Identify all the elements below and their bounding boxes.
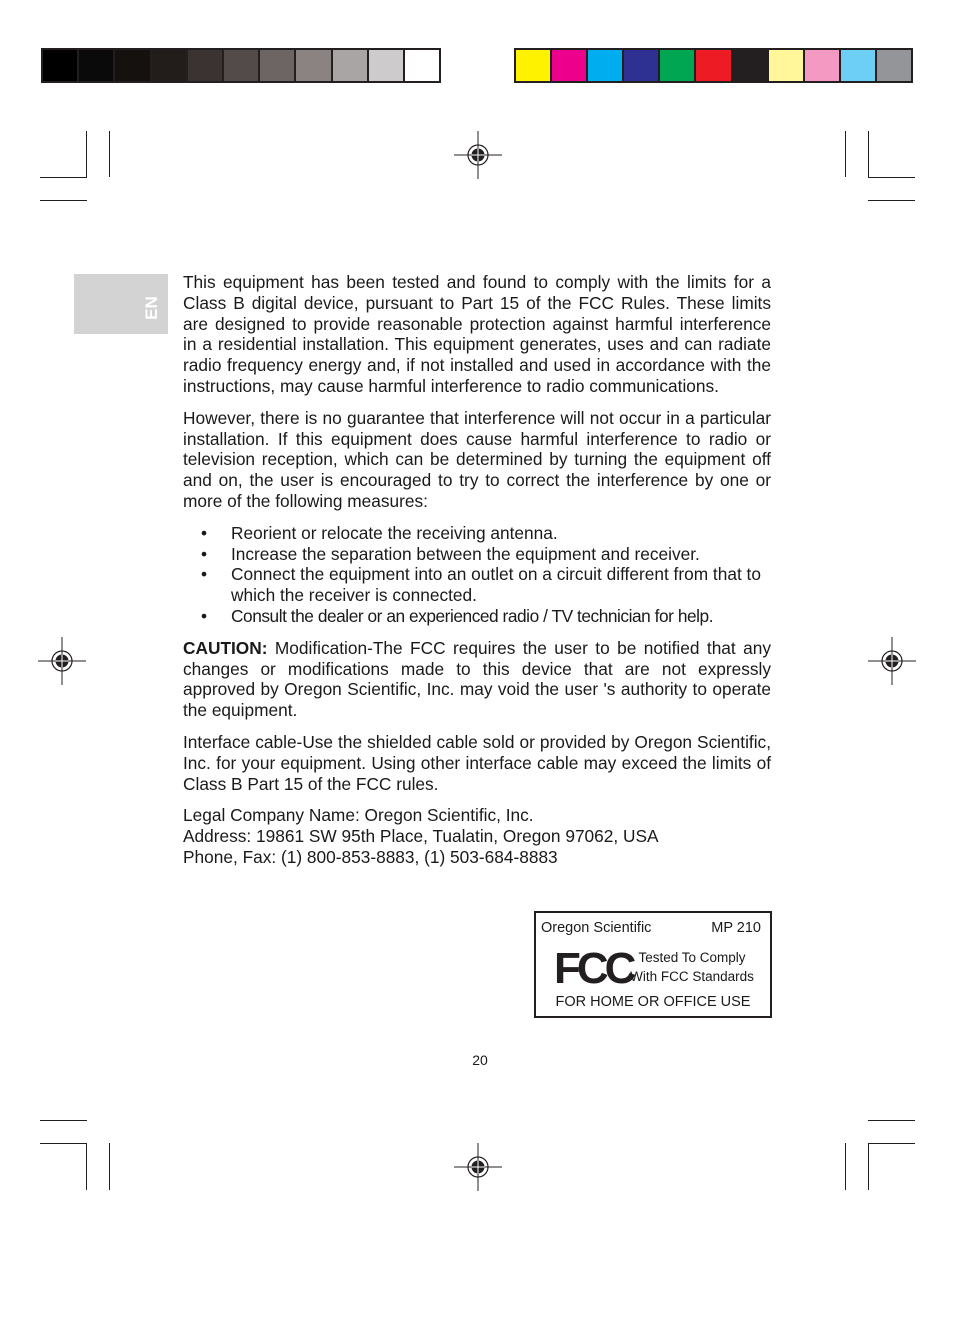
color-swatch — [624, 50, 660, 81]
color-swatch — [805, 50, 841, 81]
color-swatch — [733, 50, 769, 81]
fcc-label-brand: Oregon Scientific — [541, 920, 652, 936]
registration-mark-icon — [454, 1143, 502, 1191]
document-body — [183, 272, 771, 868]
list-item: • Reorient or relocate the receiving antenna. — [201, 522, 558, 543]
guarantee-paragraph: However, there is no guarantee that interference will not occur in a particular installation. If this equipment does cause harmful interference to radio or television reception, which can be determined by turning the equipment off and on, the user is encouraged to try to correct the interference by one or more of the following measures: — [183, 407, 771, 511]
company-address: Address: 19861 SW 95th Place, Tualatin, Oregon 97062, USA — [183, 826, 659, 847]
crop-mark — [40, 1120, 87, 1121]
color-swatch — [188, 50, 224, 81]
color-swatch — [115, 50, 151, 81]
color-swatch — [588, 50, 624, 81]
fcc-label-tested: Tested To Comply With FCC Standards — [630, 950, 754, 984]
list-item: • Connect the equipment into an outlet on a circuit different from that to which the receiver is connected. — [201, 564, 761, 606]
crop-mark — [868, 177, 915, 178]
bullet-icon: • — [201, 605, 207, 626]
company-info — [183, 805, 771, 867]
bullet-icon: • — [201, 543, 208, 564]
company-phone-fax: Phone, Fax: (1) 800-853-8883, (1) 503-684-8883 — [183, 846, 558, 867]
crop-mark — [40, 1143, 87, 1144]
color-swatch — [79, 50, 115, 81]
interface-cable-paragraph: Interface cable-Use the shielded cable sold or provided by Oregon Scientific, Inc. for your equipment. Using other interface cable may exceed the limits of Class B Part 15 of the FCC rules. — [183, 731, 771, 794]
fcc-label-model: MP 210 — [711, 920, 761, 936]
color-swatch — [369, 50, 405, 81]
svg-text:FCC: FCC — [554, 944, 633, 993]
color-swatch — [43, 50, 79, 81]
color-swatch — [841, 50, 877, 81]
crop-mark — [86, 131, 87, 177]
color-swatch — [152, 50, 188, 81]
fcc-logo-icon — [554, 943, 633, 993]
measures-list — [183, 523, 771, 627]
crop-mark — [845, 1143, 846, 1190]
registration-mark-icon — [38, 637, 86, 685]
crop-mark — [86, 1143, 87, 1190]
color-swatch — [552, 50, 588, 81]
compliance-paragraph: This equipment has been tested and found to comply with the limits for a Class B digital device, pursuant to Part 15 of the FCC Rules. These limits are designed to provide reasonable protection against harmful interference in a residential installation. This equipment generates, uses and can radiate radio frequency energy and, if not installed and used in accordance with the instructions, may cause harmful interference to radio communications. — [183, 272, 771, 396]
color-swatch — [405, 50, 439, 81]
bullet-icon: • — [201, 522, 208, 543]
color-swatch — [769, 50, 805, 81]
bullet-icon: • — [201, 564, 208, 585]
crop-mark — [845, 131, 846, 177]
list-item: • Consult the dealer or an experienced radio / TV technician for help. — [201, 605, 714, 626]
color-bar — [514, 48, 913, 83]
color-swatch — [660, 50, 696, 81]
grayscale-bar — [41, 48, 441, 83]
list-item: • Increase the separation between the equipment and receiver. — [201, 543, 700, 564]
color-swatch — [696, 50, 732, 81]
color-swatch — [296, 50, 332, 81]
crop-mark — [109, 131, 110, 177]
crop-mark — [40, 200, 87, 201]
legal-company-name: Legal Company Name: Oregon Scientific, Inc. — [183, 805, 534, 826]
color-swatch — [333, 50, 369, 81]
color-swatch — [516, 50, 552, 81]
page-number: 20 — [472, 1052, 488, 1068]
crop-mark — [868, 1143, 869, 1190]
fcc-label-footer: FOR HOME OR OFFICE USE — [555, 994, 751, 1010]
caution-text: Modification-The FCC requires the user to be notified that any changes or modifications made to this device that are not expressly approved by Oregon Scientific, Inc. may void the user 's authority to operate the equipment. — [183, 637, 771, 721]
color-swatch — [224, 50, 260, 81]
registration-mark-icon — [454, 131, 502, 179]
crop-mark — [868, 131, 869, 177]
crop-mark — [868, 1120, 915, 1121]
registration-mark-icon — [868, 637, 916, 685]
caution-label: CAUTION: — [183, 637, 268, 658]
crop-mark — [109, 1143, 110, 1190]
language-tab-label: EN — [142, 296, 161, 320]
caution-paragraph — [183, 638, 771, 721]
crop-mark — [868, 1143, 915, 1144]
color-swatch — [260, 50, 296, 81]
color-swatch — [877, 50, 911, 81]
fcc-label — [534, 911, 772, 1018]
crop-mark — [868, 200, 915, 201]
crop-mark — [40, 177, 87, 178]
